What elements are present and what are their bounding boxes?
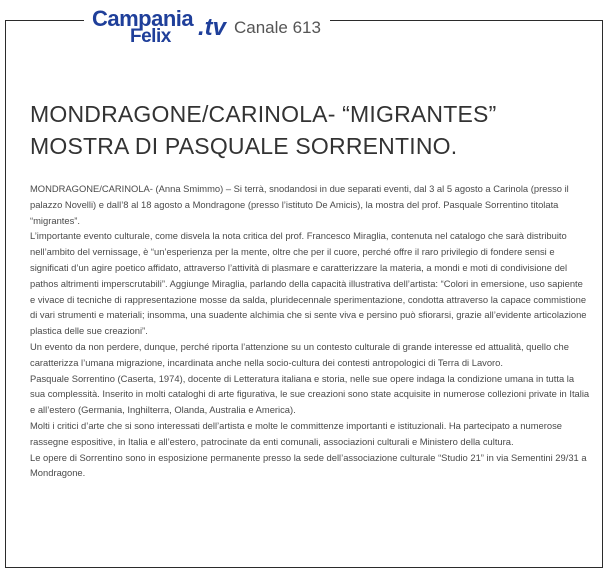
site-logo[interactable] <box>84 4 330 48</box>
logo-text-campania: Campania <box>92 6 194 31</box>
channel-label: Canale 613 <box>234 18 321 37</box>
logo-text-tv: .tv <box>198 14 227 41</box>
article-paragraph: Pasquale Sorrentino (Caserta, 1974), docente di Letteratura italiana e storia, nelle sue opere indaga la condizione umana in tutta la sua complessità. Inserito in molti cataloghi di arte figurativa, le sue creazioni sono state acquisite in numerose collezioni private in Italia e all’estero (Germania, Inghilterra, Olanda, Australia e America). <box>30 372 590 416</box>
article-paragraph: Molti i critici d’arte che si sono interessati dell’artista e molte le committenze importanti e istituzionali. Ha partecipato a numerose rassegne espositive, in Italia e all’estero, patrocinate da enti comunali, associazioni culturali e Ministero della cultura. <box>30 419 562 447</box>
article-paragraph: Le opere di Sorrentino sono in esposizione permanente presso la sede dell’associazione culturale “Studio 21” in via Sementini 29/31 a Mondragone. <box>30 451 587 479</box>
article-title: MONDRAGONE/CARINOLA- “MIGRANTES” MOSTRA DI PASQUALE SORRENTINO. <box>30 101 497 159</box>
article-paragraph: L’importante evento culturale, come disvela la nota critica del prof. Francesco Miraglia, contenuta nel catalogo che sarà distribuito nell’ambito del vernissage, è “un’esperienza per la mente, oltre che per il cuore, perché offre il raro privilegio di fondere sensi e significati d’un agire poetico affidato, attraverso l’attività di plasmare e caratterizzare la materia, a mondi e moti di condivisione del pathos altrimenti imperscrutabili”. Aggiunge Miraglia, parlando della capacità illustrativa dell’artista: “Colori in emersione, uso sapiente e vivace di tecniche di rappresentazione mosse da salda, pluridecennale sperimentazione, condotta attraverso la capace commistione di vari strumenti e materiali; insomma, una suadente alchimia che si sente viva e persino può sfiorarsi, grazie all’evidente articolazione plastica delle sue creazioni”. <box>30 230 587 337</box>
article-body <box>30 181 590 481</box>
logo-text-felix: Felix <box>130 26 171 47</box>
article-paragraph: MONDRAGONE/CARINOLA- (Anna Smimmo) – Si terrà, snodandosi in due separati eventi, dal 3 al 5 agosto a Carinola (presso il palazzo Novelli) e dall’8 al 18 agosto a Mondragone (presso l’istituto De Amicis), la mostra del prof. Pasquale Sorrentino titolata “migrantes”. <box>30 183 569 226</box>
article-paragraph: Un evento da non perdere, dunque, perché riporta l’attenzione su un contesto culturale di grande interesse ed attualità, quello che caratterizza l’umana migrazione, incardinata anche nella socio-cultura dei contesti antropologici di Terra di Lavoro. <box>30 340 569 368</box>
